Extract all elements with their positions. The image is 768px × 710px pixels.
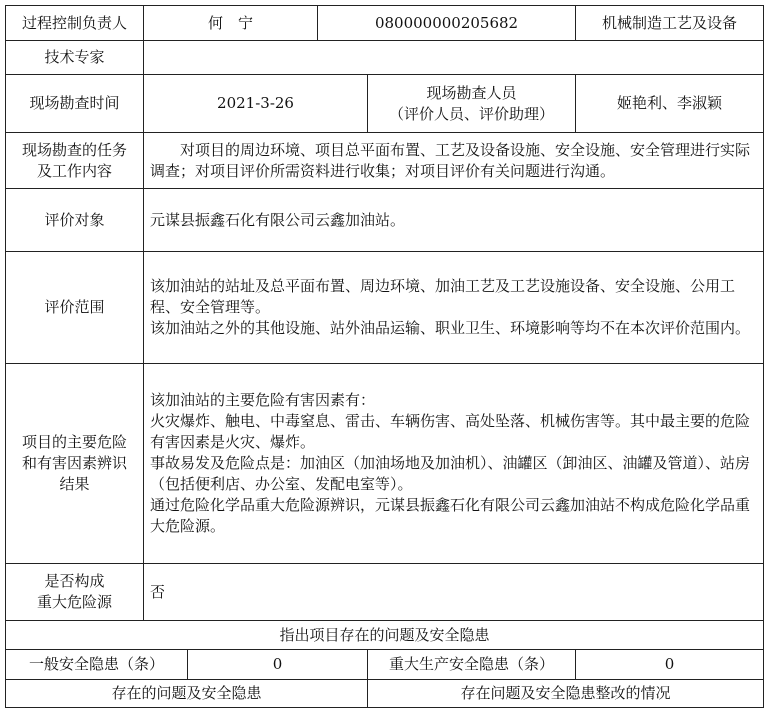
row-object <box>6 189 764 252</box>
object-label: 评价对象 <box>6 189 144 252</box>
row-manager <box>6 6 764 41</box>
row-hazards <box>6 364 764 564</box>
tasks-label-line2: 及工作内容 <box>36 161 112 180</box>
hazards-para-3: 事故易发及危险点是：加油区（加油场地及加油机）、油罐区（卸油区、油罐及管道）、站房（包括便利店、办公室、发配电室等）。 <box>150 454 751 493</box>
row-issue-counts <box>6 650 764 680</box>
general-hazard-label: 一般安全隐患（条） <box>6 650 188 680</box>
hazards-para-2: 火灾爆炸、触电、中毒窒息、雷击、车辆伤害、高处坠落、机械伤害等。其中最主要的危险有害因素是火灾、爆炸。 <box>150 412 751 451</box>
row-issues-title <box>6 621 764 650</box>
manager-name: 何 宁 <box>144 6 318 41</box>
row-major-hazard <box>6 564 764 621</box>
hazards-label-line2: 和有害因素辨识 <box>21 454 127 472</box>
hazards-label-line1: 项目的主要危险 <box>21 433 127 451</box>
major-hazard-label <box>6 564 144 621</box>
manager-label: 过程控制负责人 <box>6 6 144 41</box>
issues-column-header: 存在的问题及安全隐患 <box>6 680 368 708</box>
row-issue-columns <box>6 680 764 708</box>
survey-personnel-label <box>368 75 576 133</box>
personnel-label-line1: 现场勘查人员 <box>426 83 517 102</box>
row-scope <box>6 252 764 364</box>
row-expert <box>6 41 764 75</box>
expert-label: 技术专家 <box>6 41 144 75</box>
survey-date: 2021-3-26 <box>144 75 368 133</box>
survey-record-table <box>5 5 764 708</box>
rectification-column-header: 存在问题及安全隐患整改的情况 <box>368 680 764 708</box>
major-hazard-count-label: 重大生产安全隐患（条） <box>368 650 576 680</box>
tasks-content: 对项目的周边环境、项目总平面布置、工艺及设备设施、安全设施、安全管理进行实际调查；对项目评价所需资料进行收集；对项目评价有关问题进行沟通。 <box>150 140 751 180</box>
tasks-label <box>6 133 144 189</box>
object-content: 元谋县振鑫石化有限公司云鑫加油站。 <box>144 189 764 252</box>
manager-specialty: 机械制造工艺及设备 <box>576 6 764 41</box>
tasks-content-cell <box>144 133 764 189</box>
personnel-label-line2: （评价人员、评价助理） <box>389 104 555 123</box>
major-hazard-label-line1: 是否构成 <box>44 572 105 590</box>
hazards-label <box>6 364 144 564</box>
scope-label: 评价范围 <box>6 252 144 364</box>
tasks-label-line1: 现场勘查的任务 <box>21 140 127 159</box>
hazards-label-line3: 结果 <box>59 475 90 493</box>
hazards-para-1: 该加油站的主要危险有害因素有： <box>150 391 376 409</box>
survey-time-label: 现场勘查时间 <box>6 75 144 133</box>
hazards-para-4: 通过危险化学品重大危险源辨识，元谋县振鑫石化有限公司云鑫加油站不构成危险化学品重大危险源。 <box>150 496 751 535</box>
scope-para-2: 该加油站之外的其他设施、站外油品运输、职业卫生、环境影响等均不在本次评价范围内。 <box>150 319 751 337</box>
row-survey-time <box>6 75 764 133</box>
row-tasks <box>6 133 764 189</box>
expert-value <box>144 41 764 75</box>
major-hazard-label-line2: 重大危险源 <box>36 593 112 611</box>
scope-para-1: 该加油站的站址及总平面布置、周边环境、加油工艺及工艺设施设备、安全设施、公用工程、安全管理等。 <box>150 277 736 316</box>
general-hazard-count: 0 <box>188 650 368 680</box>
issues-section-title: 指出项目存在的问题及安全隐患 <box>6 621 764 650</box>
major-hazard-value: 否 <box>144 564 764 621</box>
survey-personnel-names: 姬艳利、李淑颖 <box>576 75 764 133</box>
manager-id-number: 080000000205682 <box>318 6 576 41</box>
major-hazard-count: 0 <box>576 650 764 680</box>
hazards-content-cell <box>144 364 764 564</box>
scope-content-cell <box>144 252 764 364</box>
